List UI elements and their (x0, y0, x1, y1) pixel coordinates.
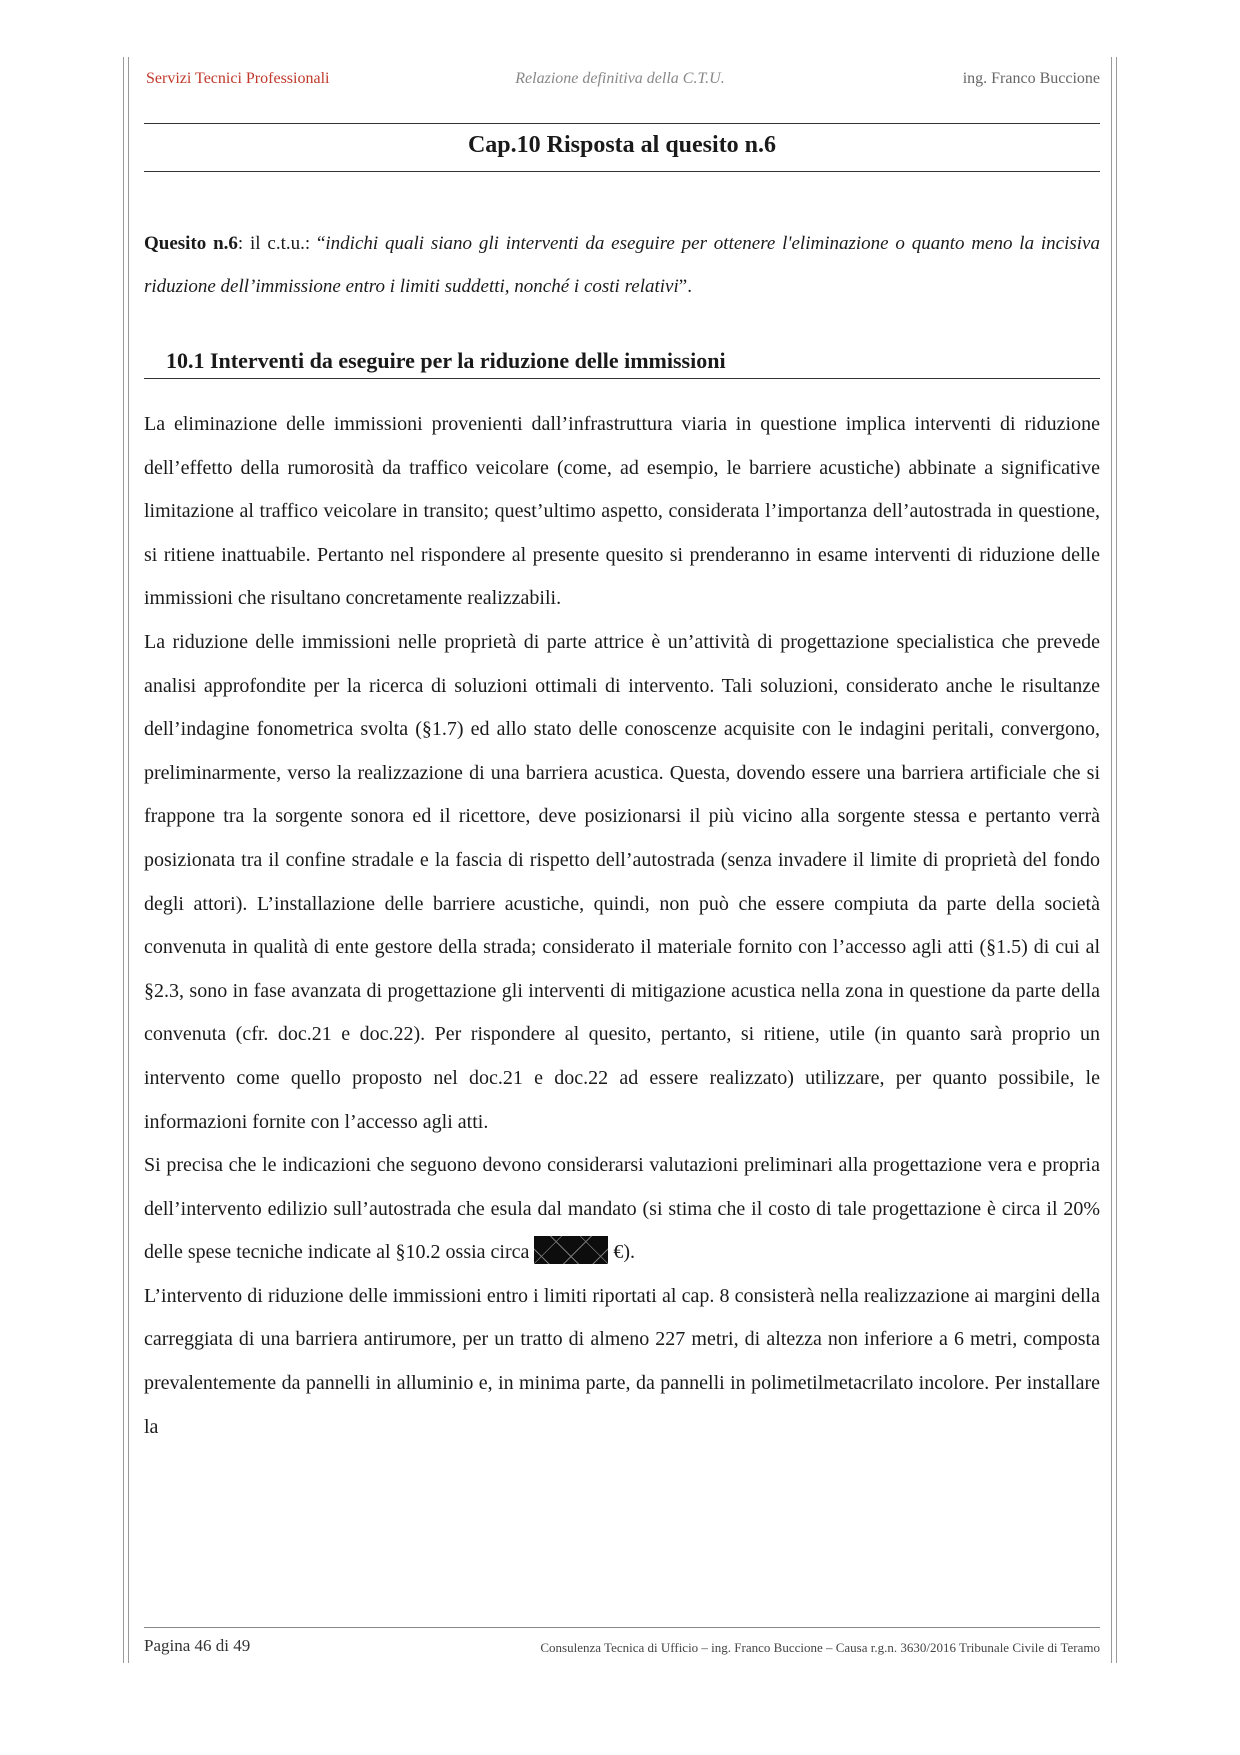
footer-rule (144, 1627, 1100, 1628)
chapter-title: Cap.10 Risposta al quesito n.6 (467, 132, 777, 158)
quesito-intro: : il c.t.u.: “ (237, 233, 326, 254)
header-center: Relazione definitiva della C.T.U. (515, 70, 725, 87)
paragraph-3 (144, 1144, 1100, 1275)
paragraph-1: La eliminazione delle immissioni provenienti dall’infrastruttura viaria in questione implica interventi di riduzione dell’effetto della rumorosità da traffico veicolare (come, ad esempio, le barriere acustiche) abbinate a significative limitazione al traffico veicolare in transito; quest’ultimo aspetto, considerata l’importanza dell’autostrada in questione, si ritiene inattuabile. Pertanto nel rispondere al presente quesito si prenderanno in esame interventi di riduzione delle immissioni che risultano concretamente realizzabili. (144, 413, 1100, 610)
frame-right-inner (1111, 57, 1112, 1663)
paragraph-3-end: €). (608, 1241, 636, 1264)
header-left-word-2: Tecnici (195, 70, 242, 87)
quesito-block (144, 222, 1100, 308)
paragraph-4: L’intervento di riduzione delle immissioni entro i limiti riportati al cap. 8 consisterà nella realizzazione ai margini della carreggiata di una barriera antirumore, per un tratto di almeno 227 metri, di altezza non inferiore a 6 metri, composta prevalentemente da pannelli in alluminio e, in minima parte, da pannelli in polimetilmetacrilato incolore. Per installare la (144, 1284, 1100, 1438)
header-right: ing. Franco Buccione (962, 70, 1100, 87)
frame-left-outer (123, 57, 124, 1663)
quesito-label: Quesito n.6 (144, 233, 238, 254)
header-left-word-1: Servizi (146, 70, 192, 87)
footer-right: Consulenza Tecnica di Ufficio – ing. Franco Buccione – Causa r.g.n. 3630/2016 Tribunale Civile di Teramo (540, 1640, 1100, 1655)
paragraph-3-text: Si precisa che le indicazioni che seguono devono considerarsi valutazioni preliminari alla progettazione vera e propria dell’intervento edilizio sull’autostrada che esula dal mandato (si stima che il costo di tale progettazione è circa il 20% delle spese tecniche indicate al §10.2 ossia circa (144, 1154, 1100, 1264)
body-text (144, 403, 1100, 1449)
page-number: Pagina 46 di 49 (144, 1636, 251, 1655)
paragraph-2: La riduzione delle immissioni nelle proprietà di parte attrice è un’attività di progettazione specialistica che prevede analisi approfondite per la ricerca di soluzioni ottimali di intervento. Tali soluzioni, considerato anche le risultanze dell’indagine fonometrica svolta (§1.7) ed allo stato delle conoscenze acquisite con le indagini peritali, convergono, preliminarmente, verso la realizzazione di una barriera acustica. Questa, dovendo essere una barriera artificiale che si frappone tra la sorgente sonora ed il ricettore, deve posizionarsi il più vicino alla sorgente stessa e pertanto verrà posizionata tra il confine stradale e la fascia di rispetto dell’autostrada (senza invadere il limite di proprietà del fondo degli attori). L’installazione delle barriere acustiche, quindi, non può che essere compiuta da parte della società convenuta in qualità di ente gestore della strada; considerato il materiale fornito con l’accesso agli atti (§1.5) di cui al §2.3, sono in fase avanzata di progettazione gli interventi di mitigazione acustica nella zona in questione da parte della convenuta (cfr. doc.21 e doc.22). Per rispondere al quesito, pertanto, si ritiene, utile (in quanto sarà proprio un intervento come quello proposto nel doc.21 e doc.22 ad essere realizzato) utilizzare, per quanto possibile, le informazioni fornite con l’accesso agli atti. (144, 630, 1100, 1133)
header-left-word-3: Professionali (245, 70, 330, 87)
frame-right-outer (1116, 57, 1117, 1663)
chapter-rule-bottom (144, 171, 1100, 172)
frame-left-inner (128, 57, 129, 1663)
section-title: 10.1 Interventi da eseguire per la riduzione delle immissioni (166, 348, 726, 373)
redacted-amount (534, 1236, 608, 1264)
section-rule (144, 378, 1100, 379)
chapter-rule-top (144, 123, 1100, 124)
quesito-closing: ”. (678, 276, 692, 297)
quesito-text: indichi quali siano gli interventi da eseguire per ottenere l'eliminazione o quanto meno la incisiva riduzione dell’immissione entro i limiti suddetti, nonché i costi relativi (144, 233, 1100, 297)
